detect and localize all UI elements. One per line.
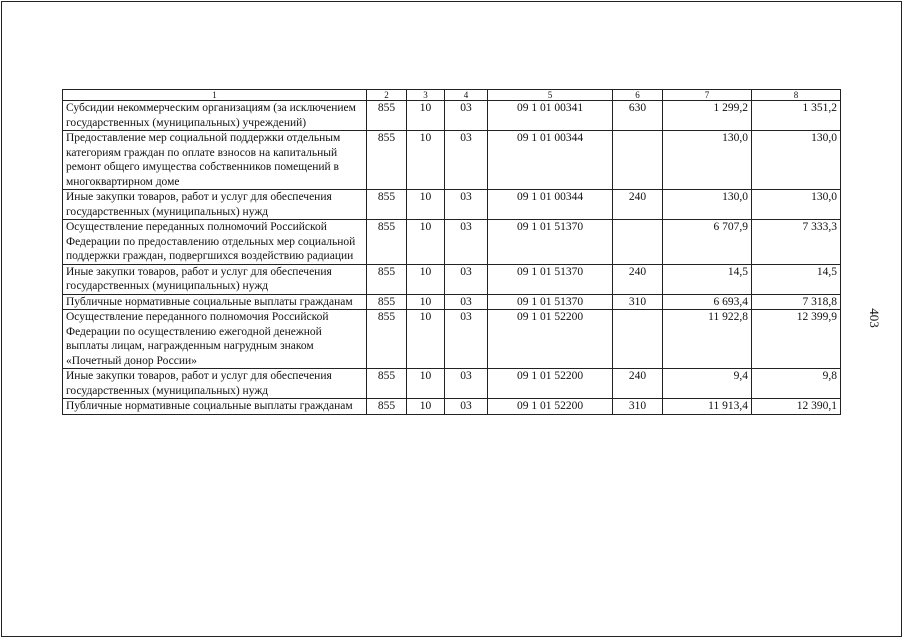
row-amount-2: 12 390,1 bbox=[752, 399, 841, 415]
header-cell: 6 bbox=[613, 90, 663, 101]
row-subsection: 03 bbox=[445, 294, 488, 310]
table-row bbox=[63, 369, 841, 399]
row-target-article: 09 1 01 00344 bbox=[488, 131, 613, 190]
row-amount-2: 12 399,9 bbox=[752, 310, 841, 369]
row-subsection: 03 bbox=[445, 369, 488, 399]
row-section: 10 bbox=[407, 369, 445, 399]
row-expense-type: 240 bbox=[613, 264, 663, 294]
row-amount-2: 9,8 bbox=[752, 369, 841, 399]
row-section: 10 bbox=[407, 294, 445, 310]
table-row bbox=[63, 294, 841, 310]
row-amount-2: 7 333,3 bbox=[752, 220, 841, 265]
table-row bbox=[63, 190, 841, 220]
row-section: 10 bbox=[407, 310, 445, 369]
row-section: 10 bbox=[407, 131, 445, 190]
row-amount-1: 11 913,4 bbox=[663, 399, 752, 415]
row-name: Субсидии некоммерческим организациям (за исключением государственных (муниципальных) учреждений) bbox=[63, 101, 367, 131]
row-target-article: 09 1 01 51370 bbox=[488, 220, 613, 265]
row-subsection: 03 bbox=[445, 264, 488, 294]
row-section: 10 bbox=[407, 264, 445, 294]
row-name: Публичные нормативные социальные выплаты гражданам bbox=[63, 399, 367, 415]
row-target-article: 09 1 01 52200 bbox=[488, 310, 613, 369]
row-subsection: 03 bbox=[445, 220, 488, 265]
table-row bbox=[63, 131, 841, 190]
row-ministry-code: 855 bbox=[367, 101, 407, 131]
row-amount-2: 130,0 bbox=[752, 190, 841, 220]
row-expense-type bbox=[613, 131, 663, 190]
row-section: 10 bbox=[407, 190, 445, 220]
row-amount-1: 130,0 bbox=[663, 131, 752, 190]
row-expense-type bbox=[613, 310, 663, 369]
row-section: 10 bbox=[407, 220, 445, 265]
header-cell: 4 bbox=[445, 90, 488, 101]
row-ministry-code: 855 bbox=[367, 220, 407, 265]
row-target-article: 09 1 01 52200 bbox=[488, 399, 613, 415]
row-amount-1: 6 707,9 bbox=[663, 220, 752, 265]
row-ministry-code: 855 bbox=[367, 190, 407, 220]
header-cell: 3 bbox=[407, 90, 445, 101]
row-subsection: 03 bbox=[445, 310, 488, 369]
row-subsection: 03 bbox=[445, 131, 488, 190]
row-name: Иные закупки товаров, работ и услуг для обеспечения государственных (муниципальных) нужд bbox=[63, 190, 367, 220]
row-expense-type: 240 bbox=[613, 190, 663, 220]
row-ministry-code: 855 bbox=[367, 131, 407, 190]
row-name: Иные закупки товаров, работ и услуг для обеспечения государственных (муниципальных) нужд bbox=[63, 369, 367, 399]
row-expense-type: 240 bbox=[613, 369, 663, 399]
row-name: Иные закупки товаров, работ и услуг для обеспечения государственных (муниципальных) нужд bbox=[63, 264, 367, 294]
row-amount-1: 11 922,8 bbox=[663, 310, 752, 369]
row-name: Осуществление переданных полномочий Российской Федерации по предоставлению отдельных мер социальной поддержки граждан, подвергшихся воздействию радиации bbox=[63, 220, 367, 265]
table-row bbox=[63, 264, 841, 294]
row-expense-type: 630 bbox=[613, 101, 663, 131]
table-row bbox=[63, 101, 841, 131]
table-row bbox=[63, 220, 841, 265]
row-ministry-code: 855 bbox=[367, 399, 407, 415]
row-ministry-code: 855 bbox=[367, 294, 407, 310]
row-ministry-code: 855 bbox=[367, 264, 407, 294]
row-expense-type: 310 bbox=[613, 399, 663, 415]
row-amount-1: 14,5 bbox=[663, 264, 752, 294]
row-amount-2: 1 351,2 bbox=[752, 101, 841, 131]
row-amount-1: 6 693,4 bbox=[663, 294, 752, 310]
header-cell: 2 bbox=[367, 90, 407, 101]
header-cell: 8 bbox=[752, 90, 841, 101]
row-target-article: 09 1 01 51370 bbox=[488, 264, 613, 294]
row-subsection: 03 bbox=[445, 101, 488, 131]
row-expense-type bbox=[613, 220, 663, 265]
row-target-article: 09 1 01 52200 bbox=[488, 369, 613, 399]
header-cell: 5 bbox=[488, 90, 613, 101]
row-ministry-code: 855 bbox=[367, 369, 407, 399]
row-name: Осуществление переданного полномочия Российской Федерации по осуществлению ежегодной денежной выплаты лицам, награжденным нагрудным знаком «Почетный донор России» bbox=[63, 310, 367, 369]
page-number: 403 bbox=[866, 308, 882, 328]
row-name: Публичные нормативные социальные выплаты гражданам bbox=[63, 294, 367, 310]
row-expense-type: 310 bbox=[613, 294, 663, 310]
row-name: Предоставление мер социальной поддержки отдельным категориям граждан по оплате взносов на капитальный ремонт общего имущества собственников помещений в многоквартирном доме bbox=[63, 131, 367, 190]
row-ministry-code: 855 bbox=[367, 310, 407, 369]
header-cell: 1 bbox=[63, 90, 367, 101]
row-amount-1: 9,4 bbox=[663, 369, 752, 399]
header-row bbox=[63, 90, 841, 101]
row-section: 10 bbox=[407, 101, 445, 131]
row-amount-1: 1 299,2 bbox=[663, 101, 752, 131]
row-target-article: 09 1 01 51370 bbox=[488, 294, 613, 310]
row-amount-2: 130,0 bbox=[752, 131, 841, 190]
table-row bbox=[63, 310, 841, 369]
row-amount-2: 7 318,8 bbox=[752, 294, 841, 310]
budget-table bbox=[62, 89, 841, 415]
header-cell: 7 bbox=[663, 90, 752, 101]
table-row bbox=[63, 399, 841, 415]
row-target-article: 09 1 01 00344 bbox=[488, 190, 613, 220]
row-amount-1: 130,0 bbox=[663, 190, 752, 220]
row-amount-2: 14,5 bbox=[752, 264, 841, 294]
row-subsection: 03 bbox=[445, 399, 488, 415]
row-section: 10 bbox=[407, 399, 445, 415]
row-subsection: 03 bbox=[445, 190, 488, 220]
row-target-article: 09 1 01 00341 bbox=[488, 101, 613, 131]
